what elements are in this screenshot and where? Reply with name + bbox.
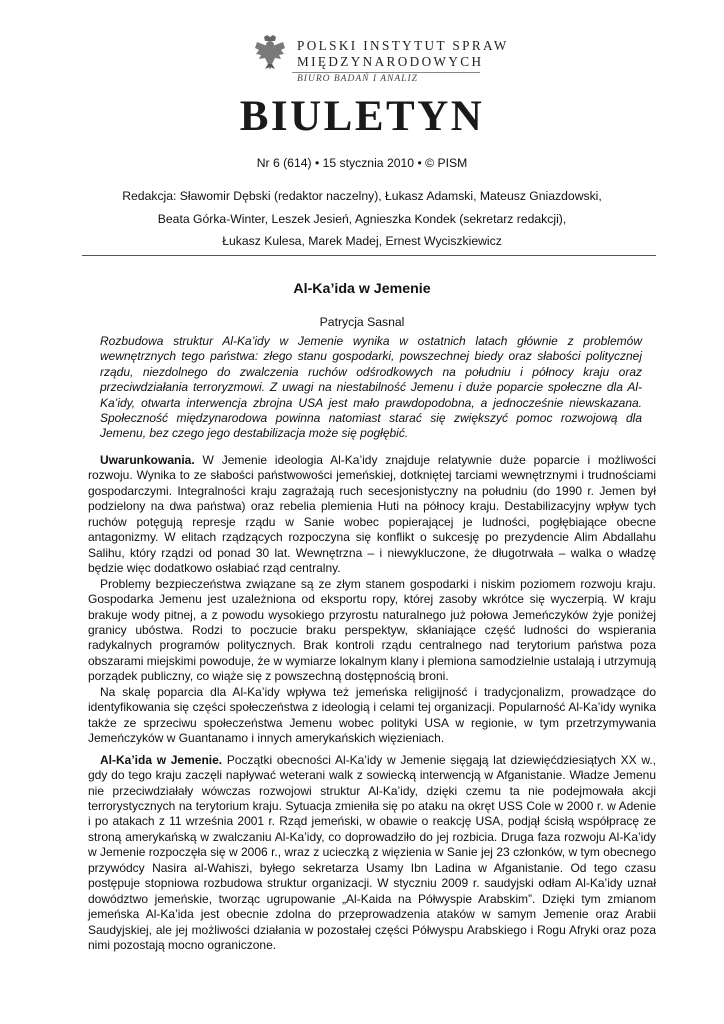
institute-name-line2: MIĘDZYNARODOWYCH bbox=[297, 53, 484, 69]
section-heading: Al-Ka’ida w Jemenie. bbox=[100, 752, 223, 767]
article-abstract: Rozbudowa struktur Al-Ka’idy w Jemenie wynika w ostatnich latach głównie z problemów wewnętrznych tego państwa: złego stanu gospodarki, powszechnej biedy oraz słabości politycznej rządu, niezdolnego do zwalczenia ruchów odśrodkowych na południu i północy kraju oraz przeciwdziałania terroryzmowi. Z uwagi na niestabilność Jemenu i duże poparcie społeczne dla Al-Ka’idy, otwarta interwencja zbrojna USA jest mało prawdopodobna, a jednocześnie niewskazana. Społeczność międzynarodowa powinna natomiast starać się zwiększyć pomoc rozwojową dla Jemenu, bez czego jego destabilizacja może się pogłębić. bbox=[100, 334, 642, 441]
institute-name-line1: POLSKI INSTYTUT SPRAW bbox=[297, 38, 509, 53]
paragraph: Na skalę poparcia dla Al-Ka’idy wpływa też jemeńska religijność i tradycjonalizm, prowadzące do identyfikowania się części społeczeństwa z ideologią i celami tej organizacji. Popularność Al-Ka’idy wynika także ze sprzeciwu społeczeństwa Jemenu wobec polityki USA w regionie, w tym przetrzymywania Jemeńczyków w Guantanamo i innych amerykańskich więzieniach. bbox=[88, 684, 656, 746]
paragraph bbox=[88, 753, 656, 954]
institute-name bbox=[297, 38, 509, 69]
header-rule bbox=[82, 255, 656, 256]
paragraph: Problemy bezpieczeństwa związane są ze złym stanem gospodarki i niskim poziomem rozwoju kraju. Gospodarka Jemenu jest uzależniona od eksportu ropy, której zasoby wkrótce się wyczerpią. W kraju brakuje wody pitnej, a z powodu wysokiego przyrostu naturalnego już połowa Jemeńczyków żyje poniżej granicy ubóstwa. Rodzi to poczucie braku perspektyw, skłaniające część ludności do wspierania radykalnych programów politycznych. Brak kontroli rządu centralnego nad terytorium państwa poza obszarami miejskimi powoduje, że w wymiarze lokalnym klany i plemiona samodzielnie ustalają i utrzymują porządek publiczny, co wiąże się z powszechną dostępnością broni. bbox=[88, 576, 656, 684]
issue-info: Nr 6 (614) • 15 stycznia 2010 • © PISM bbox=[256, 156, 468, 170]
paragraph-text: Początki obecności Al-Ka’idy w Jemenie sięgają lat dziewięćdziesiątych XX w., gdy do tego kraju zaczęli napływać weterani walk z sowiecką interwencją w Afganistanie. Władze Jemenu nie przeciwdziałały wówczas rozwojowi struktur Al-Ka’idy, dzięki czemu ta nie podejmowała akcji terrorystycznych na terytorium kraju. Sytuacja zmieniła się po ataku na okręt USS Cole w 2000 r. w Adenie i po atakach z 11 września 2001 r. Rząd jemeński, w obawie o reakcję USA, podjął ścisłą współpracę ze stroną amerykańską w zwalczaniu Al-Ka’idy, co doprowadziło do jej rozbicia. Druga faza rozwoju Al-Ka’idy w Jemenie rozpoczęła się w 2006 r., wraz z ucieczką z więzienia w Sanie jej 23 członków, w tym obecnego przywódcy Nasira al-Wahiszi, byłego sekretarza Usamy Ibn Ladina w Afganistanie. Od tego czasu postępuje stopniowa rozbudowa struktur organizacji. W styczniu 2009 r. saudyjski odłam Al-Ka’idy uznał dowództwo jemeńskie, tworząc ugrupowanie „Al-Kaida na Półwyspie Arabskim”. Dzięki tym zmianom jemeńska Al-Ka’ida jest obecnie zdolna do przeprowadzenia ataków w samym Jemenie oraz Arabii Saudyjskiej, ale jej możliwości działania w pozostałej części Półwyspu Arabskiego i Rogu Afryki oraz poza nimi pozostają mocno ograniczone. bbox=[88, 752, 657, 953]
editors-line: Łukasz Kulesa, Marek Madej, Ernest Wyciszkiewicz bbox=[222, 234, 502, 248]
article-title: Al-Ka’ida w Jemenie bbox=[293, 281, 431, 297]
article-body bbox=[88, 453, 656, 954]
bulletin-title: BIULETYN bbox=[239, 93, 485, 140]
eagle-emblem-icon bbox=[254, 34, 286, 72]
paragraph bbox=[88, 453, 656, 577]
paragraph-text: W Jemenie ideologia Al-Ka’idy znajduje relatywnie duże poparcie i możliwości rozwoju. Wynika to ze słabości państwowości jemeńskiej, dotkniętej tarciami wewnętrznymi i trudnościami gospodarczymi. Integralności kraju zagrażają ruch secesjonistyczny na południu (do 1990 r. Jemen był podzielony na dwa państwa) oraz rebelia plemienia Huti na północy kraju. Destabilizacyjny wpływ tych ruchów potęgują represje rządu w Sanie wobec popierającej je ludności, pogłębiające obecne antagonizmy. W elitach rządzących rozpoczyna się konflikt o sukcesję po prezydencie Alim Abdallahu Salihu, który rządzi od ponad 30 lat. Wewnętrzna – i niewykluczone, że długotrwała – walka o władzę będzie więc dodatkowo osłabiać rząd centralny. bbox=[88, 453, 656, 576]
institute-subtitle: BIURO BADAŃ I ANALIZ bbox=[297, 74, 418, 84]
article-author: Patrycja Sasnal bbox=[319, 315, 405, 329]
editors-line: Redakcja: Sławomir Dębski (redaktor naczelny), Łukasz Adamski, Mateusz Gniazdowski, bbox=[122, 189, 602, 203]
editors-line: Beata Górka-Winter, Leszek Jesień, Agnieszka Kondek (sekretarz redakcji), bbox=[157, 211, 567, 226]
editorial-board bbox=[0, 185, 724, 253]
institute-divider bbox=[292, 72, 480, 73]
section-heading: Uwarunkowania. bbox=[100, 453, 195, 467]
